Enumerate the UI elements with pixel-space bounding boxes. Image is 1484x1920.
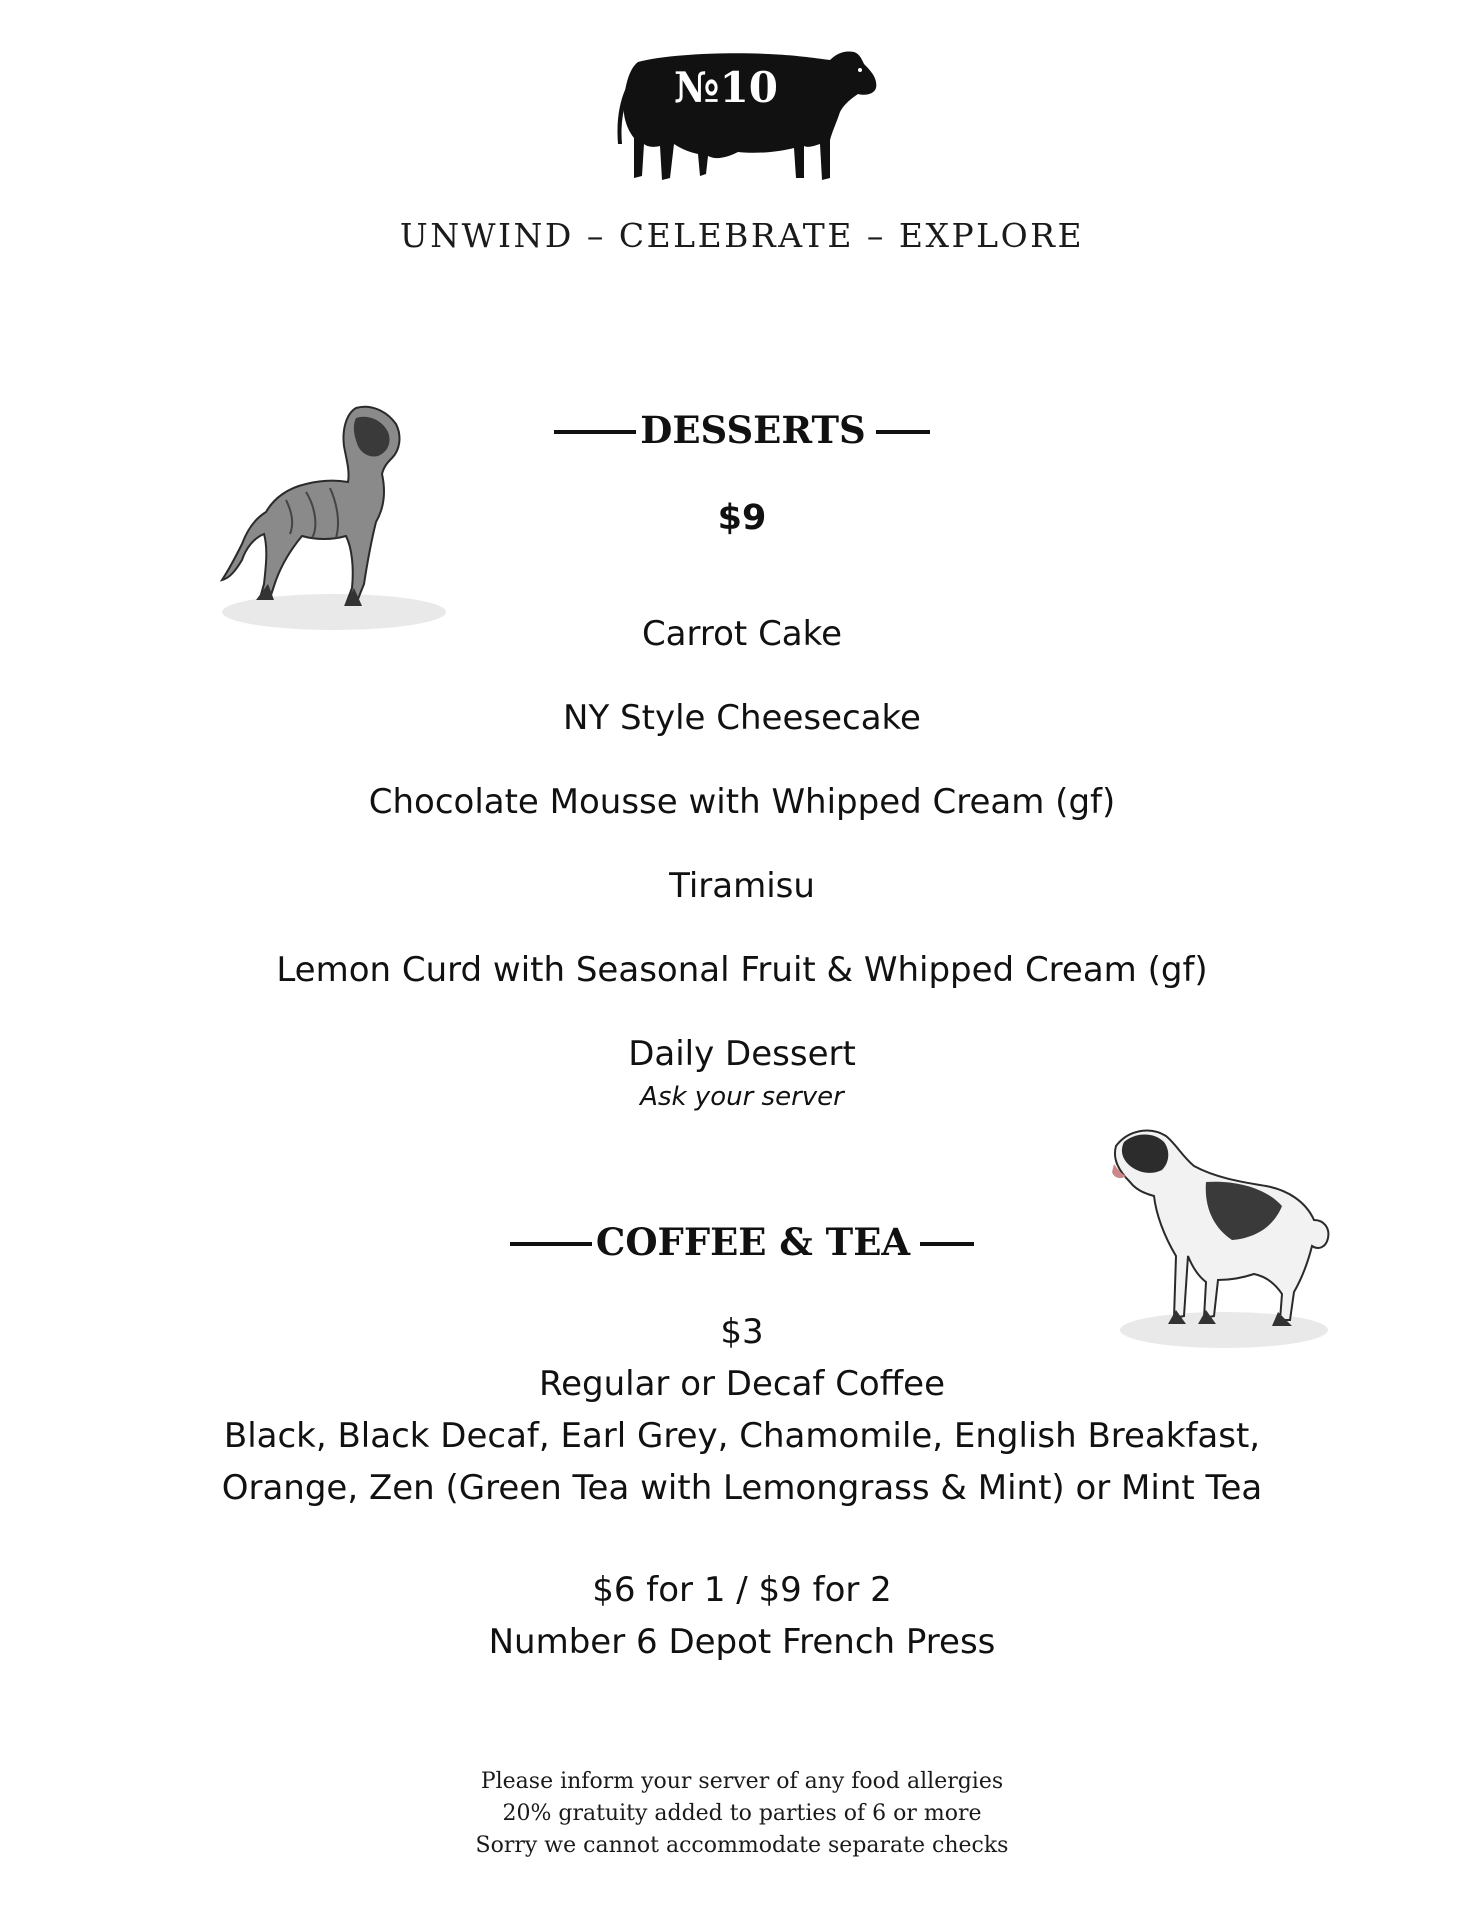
tagline: UNWIND – CELEBRATE – EXPLORE [399, 216, 1085, 255]
footer-line: 20% gratuity added to parties of 6 or more [502, 1801, 982, 1826]
footer-notes [0, 1766, 1484, 1862]
coffee-tea-price: $3 [720, 1312, 764, 1352]
daily-dessert-note: Ask your server [640, 1082, 844, 1112]
bull-logo [608, 28, 880, 208]
desserts-heading-text: DESSERTS [640, 408, 866, 452]
desserts-price: $9 [717, 498, 767, 538]
heading-rule-right [920, 1242, 974, 1246]
coffee-tea-line: Orange, Zen (Green Tea with Lemongrass & Mint) or Mint Tea [221, 1468, 1263, 1508]
dessert-item: Daily Dessert [628, 1034, 856, 1074]
logo-text: №10 [673, 63, 779, 112]
coffee-tea-line: Black, Black Decaf, Earl Grey, Chamomile, English Breakfast, [223, 1416, 1261, 1456]
coffee-tea-heading-text: COFFEE & TEA [595, 1220, 911, 1264]
heading-rule-left [554, 430, 636, 434]
footer-line: Please inform your server of any food allergies [480, 1769, 1004, 1794]
dessert-item: Chocolate Mousse with Whipped Cream (gf) [368, 782, 1116, 822]
french-press-name: Number 6 Depot French Press [488, 1622, 996, 1662]
coffee-tea-heading [0, 1220, 1484, 1264]
heading-rule-right [876, 430, 930, 434]
footer-line: Sorry we cannot accommodate separate checks [475, 1833, 1009, 1858]
dessert-item: NY Style Cheesecake [563, 698, 921, 738]
desserts-heading [0, 408, 1484, 452]
dessert-item: Tiramisu [669, 866, 815, 906]
coffee-tea-line: Regular or Decaf Coffee [538, 1364, 945, 1404]
dessert-item: Carrot Cake [641, 614, 843, 654]
french-press-price: $6 for 1 / $9 for 2 [592, 1570, 892, 1610]
dessert-item: Lemon Curd with Seasonal Fruit & Whipped Cream (gf) [276, 950, 1208, 990]
heading-rule-left [510, 1242, 592, 1246]
